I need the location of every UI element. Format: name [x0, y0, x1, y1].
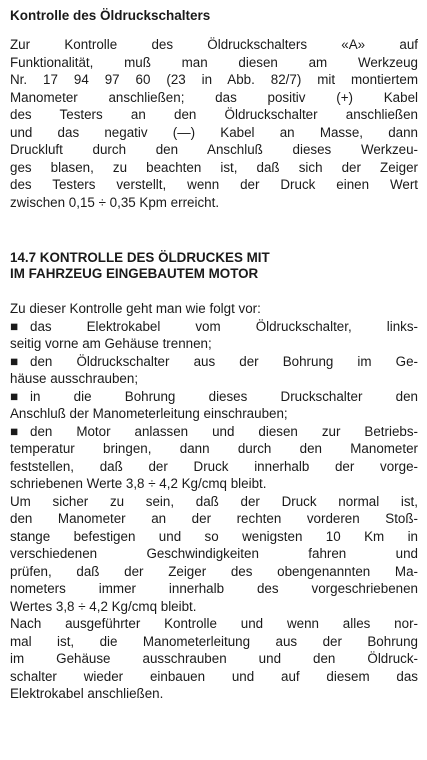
paragraph-line: [10, 668, 418, 686]
paragraph-line: [10, 300, 418, 318]
line-text: Anschluß der Manometerleitung einschrauben;: [10, 406, 288, 421]
line-text: seitig vorne am Gehäuse trennen;: [10, 336, 212, 351]
paragraph-line: Nr. 17 94 97 60 (23 in Abb. 82/7) mit montiertem: [10, 72, 418, 87]
section-heading-14-7: [10, 250, 420, 282]
paragraph-line: [10, 598, 418, 616]
line-text: nometers immer innerhalb des vorgeschriebenen: [10, 581, 418, 596]
line-text: prüfen, daß der Zeiger des obengenannten Ma-: [10, 563, 418, 579]
paragraph-line: [10, 510, 418, 528]
line-text: in die Bohrung dieses Druckschalter den: [30, 388, 418, 404]
line-text: den Motor anlassen und diesen zur Betriebs-: [30, 423, 418, 439]
paragraph-line: [10, 563, 418, 581]
paragraph-line: [10, 458, 418, 476]
line-text: temperatur bringen, dann durch den Manometer: [10, 441, 418, 456]
paragraph-line: [10, 650, 418, 668]
paragraph-line: Funktionalität, muß man diesen am Werkzeug: [10, 54, 418, 70]
paragraph-line: [10, 370, 418, 388]
section-heading-line: IM FAHRZEUG EINGEBAUTEM MOTOR: [10, 266, 259, 281]
line-text: häuse ausschrauben;: [10, 371, 139, 386]
line-text: mal ist, die Manometerleitung aus der Bohrung: [10, 633, 418, 649]
bullet-icon: ■: [10, 388, 19, 404]
paragraph-line: des Testers verstellt, wenn der Druck einen Wert: [10, 177, 418, 192]
line-text: im Gehäuse ausschrauben und den Öldruck-: [10, 651, 418, 666]
bullet-list-item: [10, 353, 418, 371]
paragraph-line: [10, 615, 418, 633]
subsection-heading: Kontrolle des Öldruckschalters: [10, 8, 211, 23]
paragraph-line: [10, 440, 418, 458]
paragraph-line: [10, 528, 418, 546]
paragraph-line: [10, 685, 418, 703]
paragraph-line: [10, 475, 418, 493]
paragraph-line: ges blasen, zu beachten ist, daß sich der Zeiger: [10, 159, 418, 175]
paragraph-line: [10, 545, 418, 563]
paragraph-line: [10, 580, 418, 598]
line-text: feststellen, daß der Druck innerhalb der vorge-: [10, 458, 418, 474]
line-text: Wertes 3,8 ÷ 4,2 Kg/cmq bleibt.: [10, 598, 197, 614]
paragraph-line: [10, 493, 418, 511]
line-text: verschiedenen Geschwindigkeiten fahren und: [10, 546, 418, 561]
bullet-icon: ■: [10, 423, 19, 439]
line-text: Nach ausgeführter Kontrolle und wenn alles nor-: [10, 616, 418, 631]
paragraph-line: [10, 405, 418, 423]
paragraph-line: Druckluft durch den Anschluß dieses Werkzeu-: [10, 142, 418, 157]
bullet-list-item: [10, 423, 418, 441]
paragraph-line: [10, 335, 418, 353]
bullet-list-item: [10, 388, 418, 406]
bullet-list-item: [10, 318, 418, 336]
paragraph-line: und das negativ (—) Kabel an Masse, dann: [10, 124, 418, 140]
paragraph-line: Zur Kontrolle des Öldruckschalters «A» auf: [10, 37, 418, 52]
line-text: stange befestigen und so wenigsten 10 Km in: [10, 528, 418, 544]
line-text: das Elektrokabel vom Öldruckschalter, links-: [30, 318, 418, 334]
section-heading-line: 14.7 KONTROLLE DES ÖLDRUCKES MIT: [10, 250, 270, 265]
line-text: Um sicher zu sein, daß der Druck normal ist,: [10, 493, 418, 509]
paragraph-oil-pressure-check: [10, 300, 418, 703]
line-text: schalter wieder einbauen und auf diesem das: [10, 668, 418, 684]
paragraph-oil-switch-check: [10, 36, 418, 211]
line-text: Elektrokabel anschließen.: [10, 686, 164, 701]
paragraph-line: [10, 633, 418, 651]
bullet-icon: ■: [10, 353, 19, 369]
line-text: den Öldruckschalter aus der Bohrung im Ge-: [30, 353, 418, 369]
line-text: Zu dieser Kontrolle geht man wie folgt vor:: [10, 301, 261, 316]
paragraph-line: Manometer anschließen; das positiv (+) Kabel: [10, 89, 418, 105]
bullet-icon: ■: [10, 318, 19, 334]
line-text: schriebenen Werte 3,8 ÷ 4,2 Kg/cmq bleibt.: [10, 476, 267, 491]
paragraph-line: zwischen 0,15 ÷ 0,35 Kpm erreicht.: [10, 194, 220, 210]
line-text: den Manometer an der rechten vorderen Stoß-: [10, 511, 418, 526]
paragraph-line: des Testers an den Öldruckschalter anschließen: [10, 107, 418, 122]
